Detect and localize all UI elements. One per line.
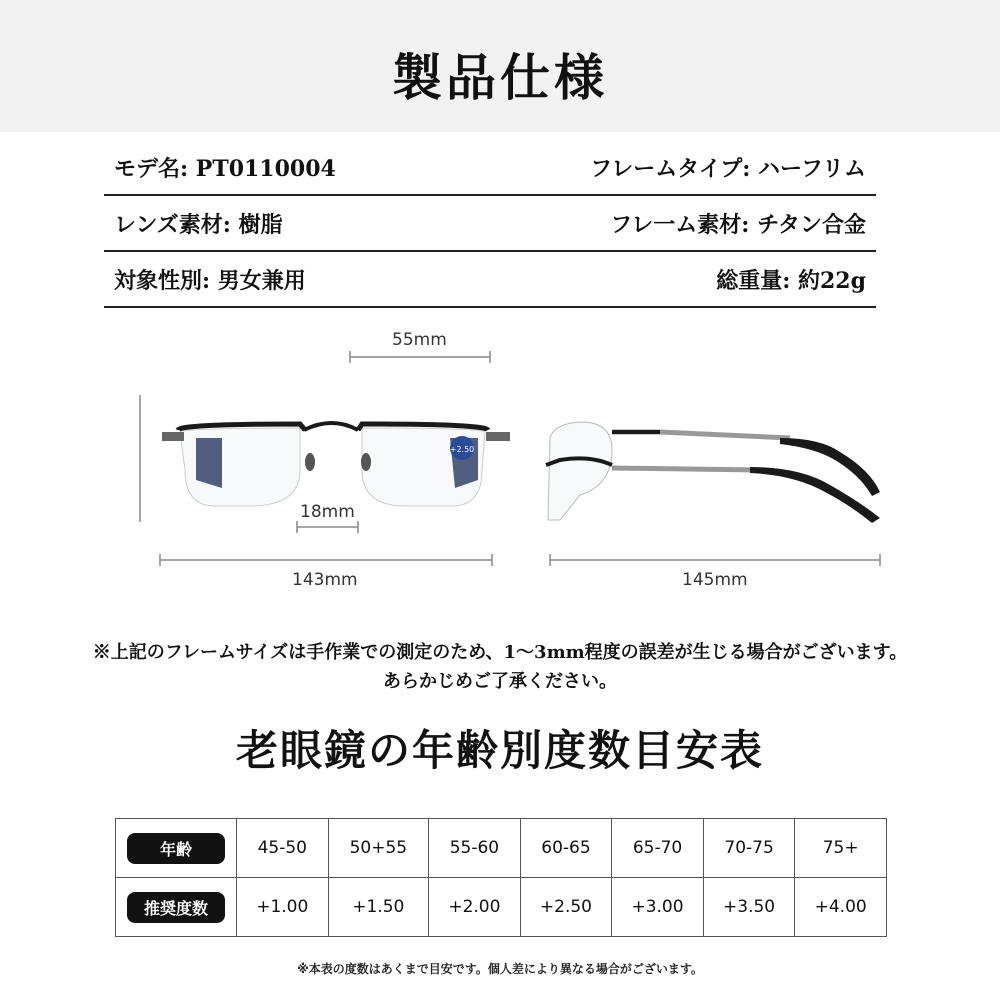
age-header: 年齢: [127, 833, 225, 864]
page-title: 製品仕様: [392, 48, 608, 107]
age-cell: 65-70: [612, 819, 704, 878]
temple-length-label: 145mm: [682, 570, 748, 590]
age-cell: 50+55: [328, 819, 429, 878]
divider: [104, 306, 876, 308]
power-header: 推奨度数: [127, 892, 225, 923]
measurement-note: [0, 638, 1000, 696]
table-row: [116, 878, 887, 937]
age-table-title: 老眼鏡の年齢別度数目安表: [235, 726, 764, 775]
spec-row: [104, 252, 876, 308]
frame-width-label: 143mm: [292, 570, 358, 590]
age-cell: 70-75: [703, 819, 795, 878]
measurement-note-line1: ※上記のフレームサイズは手作業での測定のため、1～3mm程度の誤差が生じる場合がございます。: [92, 642, 908, 663]
lens-sticker-label: +2.50: [449, 445, 475, 454]
age-cell: 60-65: [520, 819, 612, 878]
power-cell: +2.00: [429, 878, 521, 937]
power-cell: +3.00: [612, 878, 704, 937]
spec-weight: 総重量: 約22g: [716, 268, 866, 294]
spec-row: [104, 140, 876, 196]
spec-row: [104, 196, 876, 252]
age-table: [115, 818, 887, 937]
spec-gender: 対象性別: 男女兼用: [114, 268, 306, 294]
table-row: [116, 819, 887, 878]
spec-model: モデ名: PT0110004: [114, 156, 336, 182]
age-cell: 55-60: [429, 819, 521, 878]
age-cell: 45-50: [237, 819, 329, 878]
bridge-width-label: 18mm: [300, 502, 355, 522]
spec-lens-material: レンズ素材: 樹脂: [114, 212, 283, 238]
measurement-note-line2: あらかじめご了承ください。: [383, 671, 617, 692]
power-cell: +1.50: [328, 878, 429, 937]
power-cell: +4.00: [795, 878, 887, 937]
lens-width-label: 55mm: [392, 330, 447, 350]
table-note: ※本表の度数はあくまで目安です。個人差により異なる場合がございます。: [297, 962, 703, 976]
spec-frame-type: フレームタイプ: ハーフリム: [590, 156, 866, 182]
age-cell: 75+: [795, 819, 887, 878]
spec-frame-material: フレ一ム素材: チタン合金: [610, 212, 866, 238]
power-cell: +3.50: [703, 878, 795, 937]
power-cell: +2.50: [520, 878, 612, 937]
power-cell: +1.00: [237, 878, 329, 937]
glasses-diagram: [0, 320, 1000, 620]
